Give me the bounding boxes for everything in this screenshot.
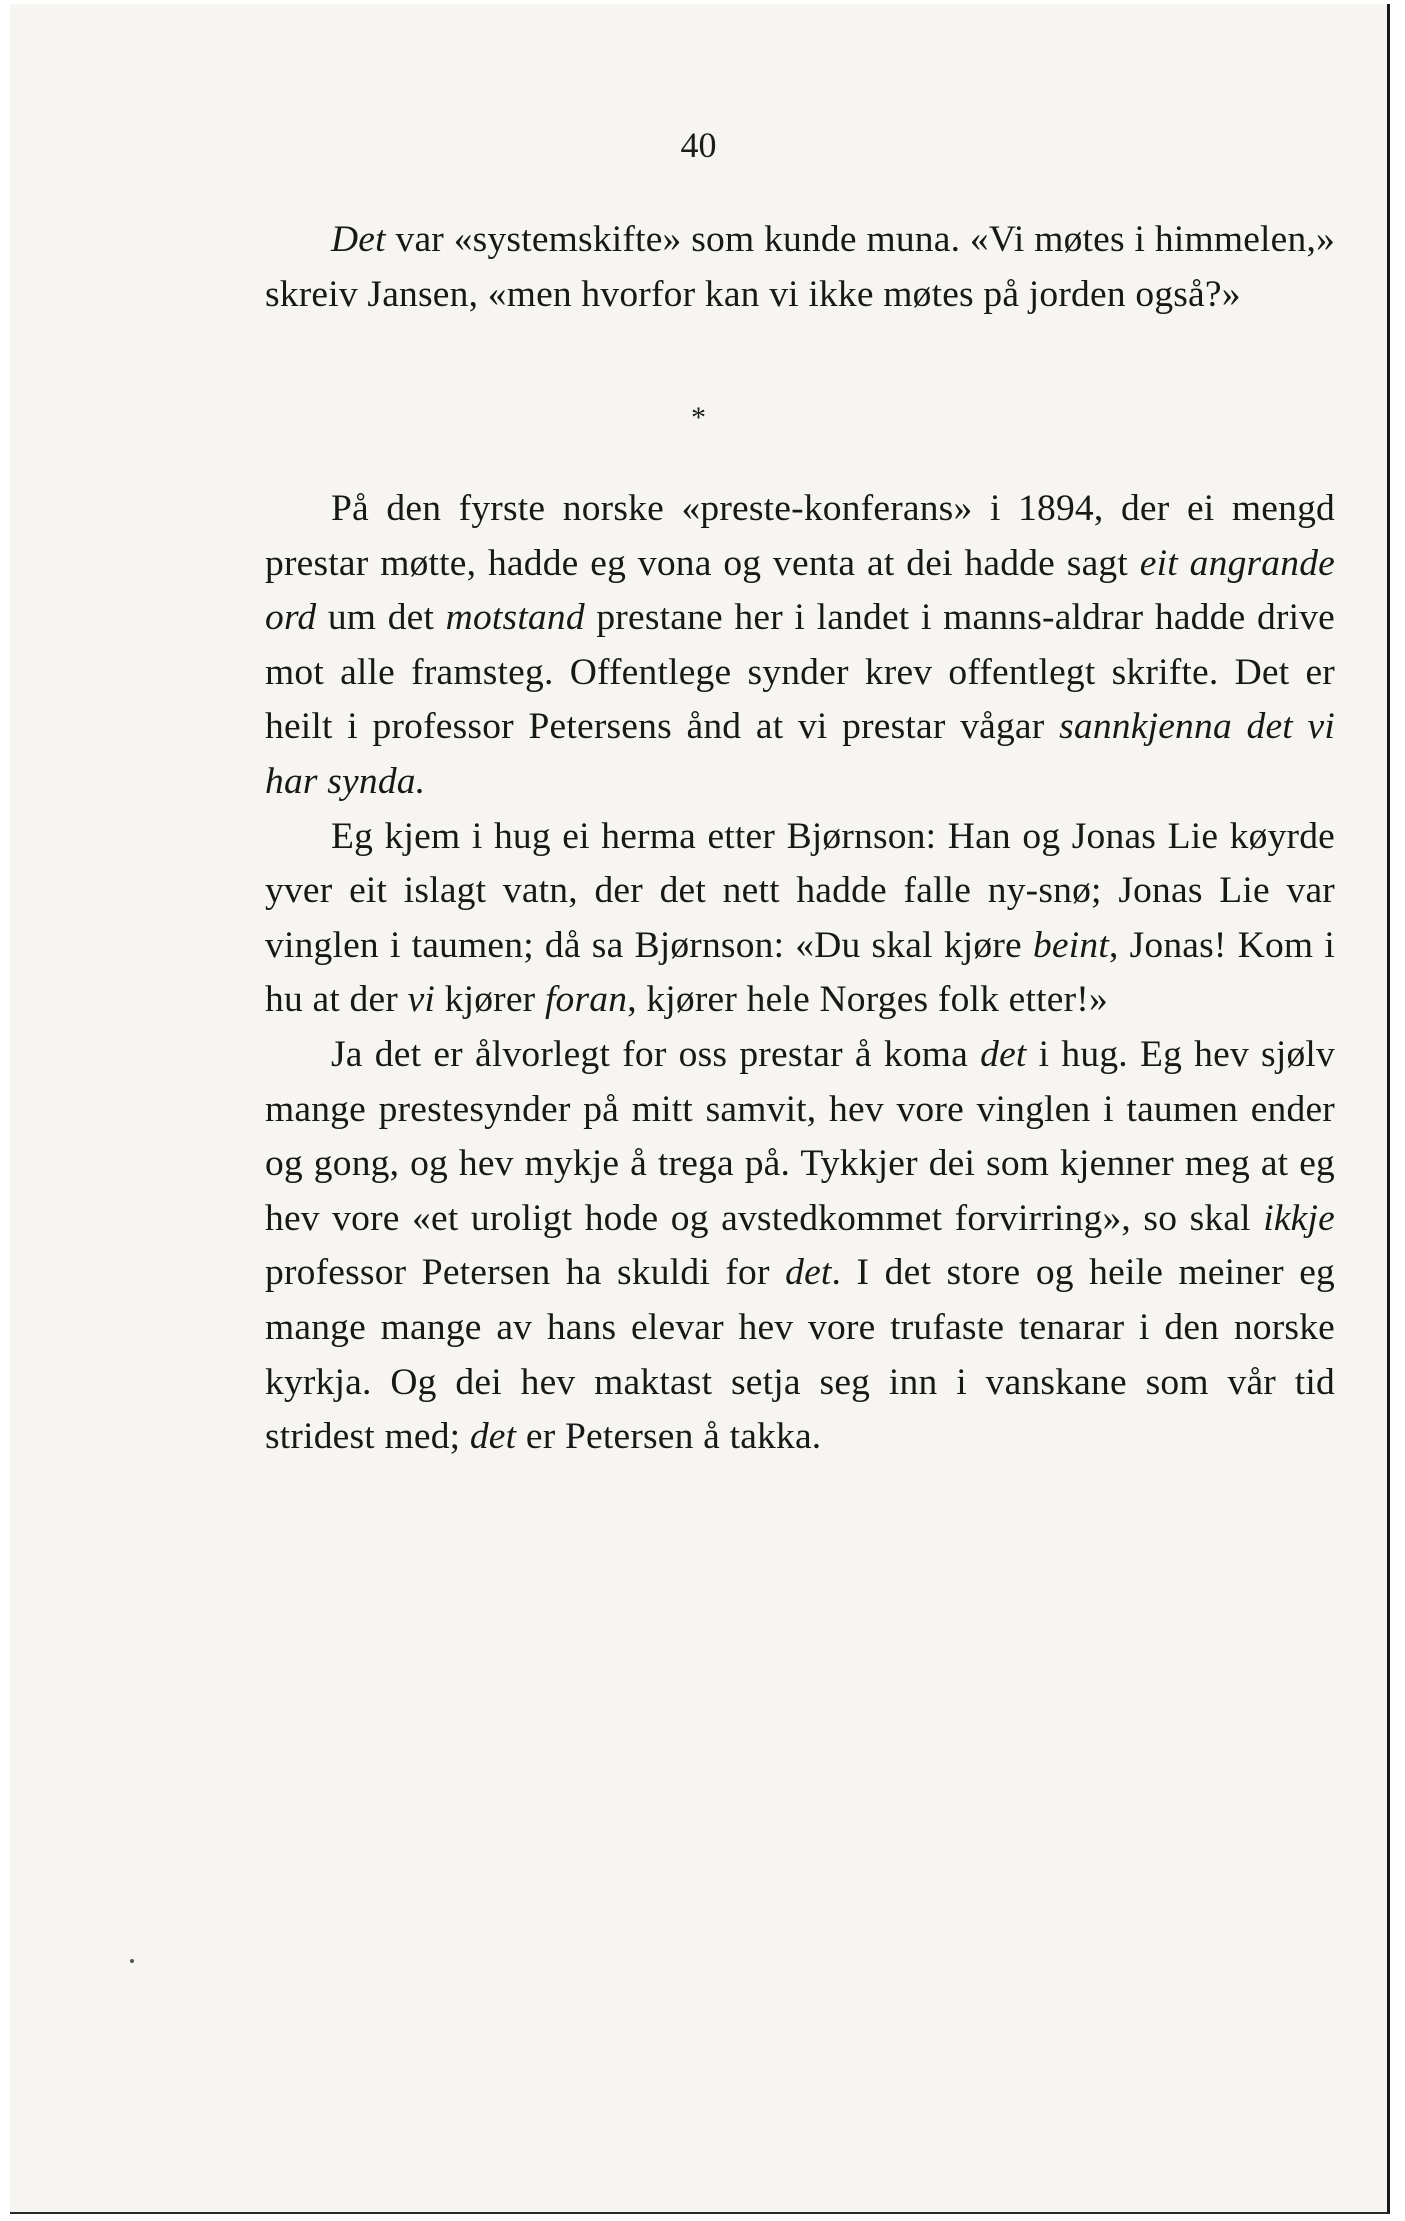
text-run: kjører: [435, 979, 545, 1021]
text-run: . I det store og heile meiner eg mange mange av hans elevar hev vore trufaste tenarar i den norske kyrkja. Og dei hev maktast setja seg inn i vanskane som vår tid stridest med;: [265, 1252, 1335, 1458]
paragraph: [265, 213, 1335, 322]
text-run: i hug. Eg hev sjølv mange prestesynder på mitt samvit, hev vore vinglen i taumen ender og gong, og hev mykje å trega på. Tykkjer dei som kjenner meg at eg hev vore «et uroligt hode og avstedkommet forvirring», so skal: [265, 1033, 1335, 1239]
italic-text: motstand: [445, 597, 585, 639]
paragraph: [265, 482, 1335, 810]
text-run: , kjører hele Norges folk etter!»: [627, 979, 1108, 1021]
text-run: prestane her i landet i manns-aldrar hadde drive mot alle framsteg. Offentlege synder krev offentlegt skrifte. Det er heilt i professor Petersens ånd at vi prestar vågar: [265, 597, 1335, 748]
italic-text: ikkje: [1263, 1197, 1335, 1239]
book-page: [10, 4, 1390, 2214]
italic-text: Det: [331, 219, 386, 260]
paragraph: [265, 1028, 1335, 1465]
italic-text: foran: [544, 979, 628, 1021]
text-block-opening: [265, 213, 1335, 322]
italic-text: eit angrande ord: [265, 542, 1336, 639]
text-run: På den fyrste norske «preste-konferans» i 1894, der ei mengd prestar møtte, hadde eg vona og venta at dei hadde sagt: [265, 488, 1335, 584]
italic-text: det: [469, 1416, 517, 1458]
paragraph: [265, 810, 1335, 1028]
text-run: um det: [316, 597, 446, 639]
text-run: er Petersen å takka.: [516, 1416, 822, 1458]
text-run: Eg kjem i hug ei herma etter Bjørnson: Han og Jonas Lie køyrde yver eit islagt vatn, der det nett hadde falle ny-snø; Jonas Lie var vinglen i taumen; då sa Bjørnson: «Du skal kjøre: [265, 815, 1335, 966]
section-separator: *: [691, 401, 706, 434]
text-block-main: [265, 482, 1335, 1465]
text-run: , Jonas! Kom i hu at der: [265, 924, 1335, 1021]
italic-text: vi: [407, 979, 436, 1021]
paper-speck: [130, 1959, 134, 1963]
italic-text: beint: [1032, 924, 1109, 966]
page-number: 40: [680, 125, 717, 165]
text-run: professor Petersen ha skuldi for: [265, 1252, 786, 1294]
text-run: Ja det er ålvorlegt for oss prestar å koma: [331, 1033, 981, 1075]
text-run: var «systemskifte» som kunde muna. «Vi møtes i himmelen,» skreiv Jansen, «men hvorfor kan vi ikke møtes på jorden også?»: [265, 219, 1335, 315]
italic-text: sannkjenna det vi har synda.: [265, 706, 1336, 802]
italic-text: det: [980, 1033, 1027, 1075]
italic-text: det: [785, 1252, 832, 1294]
